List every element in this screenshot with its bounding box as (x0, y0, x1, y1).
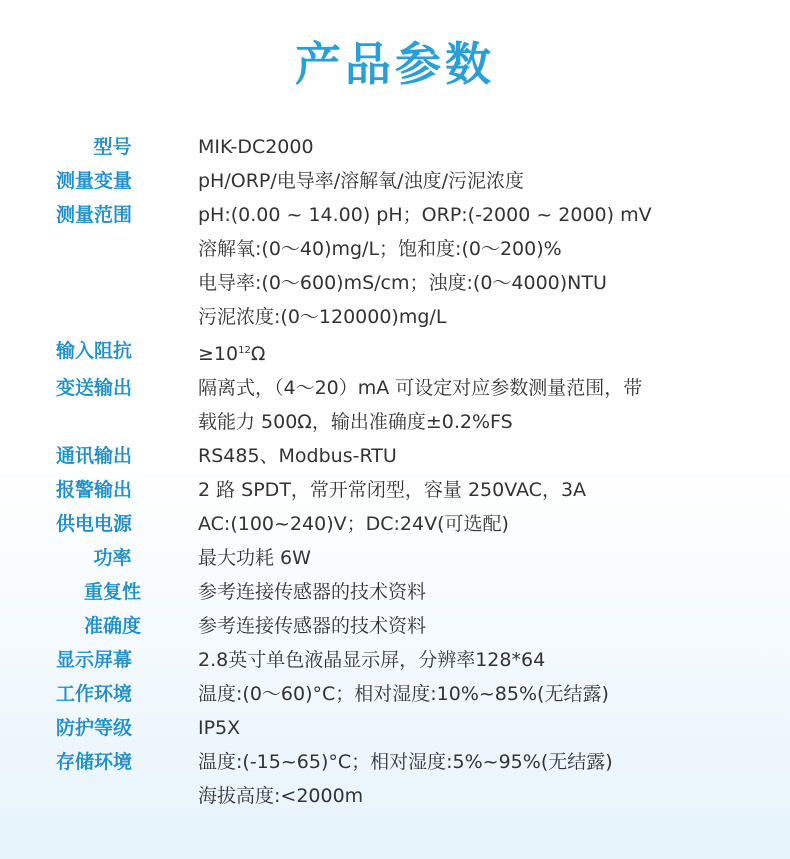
param-label: 工作环境 (55, 683, 132, 705)
page-title: 产品参数 (295, 37, 495, 91)
param-row-input-impedance (0, 334, 790, 371)
param-value: RS485、Modbus-RTU (198, 445, 397, 467)
param-row-measured-variables (0, 164, 790, 198)
param-value: 电导率:(0～600)mS/cm；浊度:(0～4000)NTU (198, 272, 607, 294)
param-values (165, 334, 790, 371)
param-label: 通讯输出 (55, 445, 132, 467)
param-row-model (0, 130, 790, 164)
param-values (165, 439, 790, 473)
param-values (165, 745, 790, 813)
param-row-alarm-output (0, 473, 790, 507)
param-value: IP5X (198, 717, 241, 739)
param-label: 变送输出 (55, 377, 132, 399)
param-value: 海拔高度:<2000m (198, 785, 364, 807)
param-values (165, 507, 790, 541)
param-value: MIK-DC2000 (198, 136, 314, 158)
param-value: 参考连接传感器的技术资料 (198, 615, 427, 637)
impedance-exponent: 12 (238, 345, 251, 356)
param-row-repeatability (0, 575, 790, 609)
param-value: 溶解氧:(0～40)mg/L；饱和度:(0～200)% (198, 238, 562, 260)
param-row-power-supply (0, 507, 790, 541)
param-row-power (0, 541, 790, 575)
params-table (0, 130, 790, 813)
param-row-transmit-output (0, 371, 790, 439)
param-value: 2 路 SPDT，常开常闭型，容量 250VAC，3A (198, 479, 587, 501)
param-row-working-environment (0, 677, 790, 711)
param-values (165, 677, 790, 711)
param-values (165, 473, 790, 507)
param-value: AC:(100~240)V；DC:24V(可选配) (198, 513, 509, 535)
param-value: 参考连接传感器的技术资料 (198, 581, 427, 603)
param-value: 污泥浓度:(0～120000)mg/L (198, 306, 447, 328)
param-row-storage-environment (0, 745, 790, 813)
param-label: 显示屏幕 (55, 649, 132, 671)
param-value: 载能力 500Ω，输出准确度±0.2%FS (198, 411, 513, 433)
param-values (165, 609, 790, 643)
param-value: 隔离式，（4～20）mA 可设定对应参数测量范围，带 (198, 377, 643, 399)
param-label: 输入阻抗 (55, 340, 132, 362)
param-values (165, 541, 790, 575)
param-values (165, 643, 790, 677)
param-row-accuracy (0, 609, 790, 643)
param-values (165, 711, 790, 745)
param-value: 温度:(-15~65)°C；相对湿度:5%~95%(无结露) (198, 751, 613, 773)
param-label: 报警输出 (55, 479, 132, 501)
param-label: 测量范围 (55, 204, 132, 226)
param-value: pH/ORP/电导率/溶解氧/浊度/污泥浓度 (198, 170, 524, 192)
param-value: pH:(0.00 ~ 14.00) pH；ORP:(-2000 ~ 2000) mV (198, 204, 652, 226)
param-label: 防护等级 (55, 717, 132, 739)
param-row-measuring-range (0, 198, 790, 334)
param-value (198, 334, 790, 371)
param-value: 温度:(0～60)°C；相对湿度:10%~85%(无结露) (198, 683, 609, 705)
param-values (165, 371, 790, 439)
param-values (165, 130, 790, 164)
param-values (165, 575, 790, 609)
param-label: 测量变量 (55, 170, 132, 192)
param-value: 2.8英寸单色液晶显示屏，分辨率128*64 (198, 649, 546, 671)
param-values (165, 198, 790, 334)
param-row-display (0, 643, 790, 677)
impedance-unit: Ω (250, 343, 266, 365)
param-label: 存储环境 (55, 751, 132, 773)
param-label: 型号 (93, 136, 132, 158)
param-row-protection-level (0, 711, 790, 745)
impedance-base: ≥10 (198, 343, 239, 365)
param-row-communication (0, 439, 790, 473)
param-values (165, 164, 790, 198)
param-label: 供电电源 (55, 513, 132, 535)
param-label: 准确度 (83, 615, 141, 637)
param-label: 重复性 (83, 581, 141, 603)
param-label: 功率 (93, 547, 132, 569)
param-value: 最大功耗 6W (198, 547, 311, 569)
